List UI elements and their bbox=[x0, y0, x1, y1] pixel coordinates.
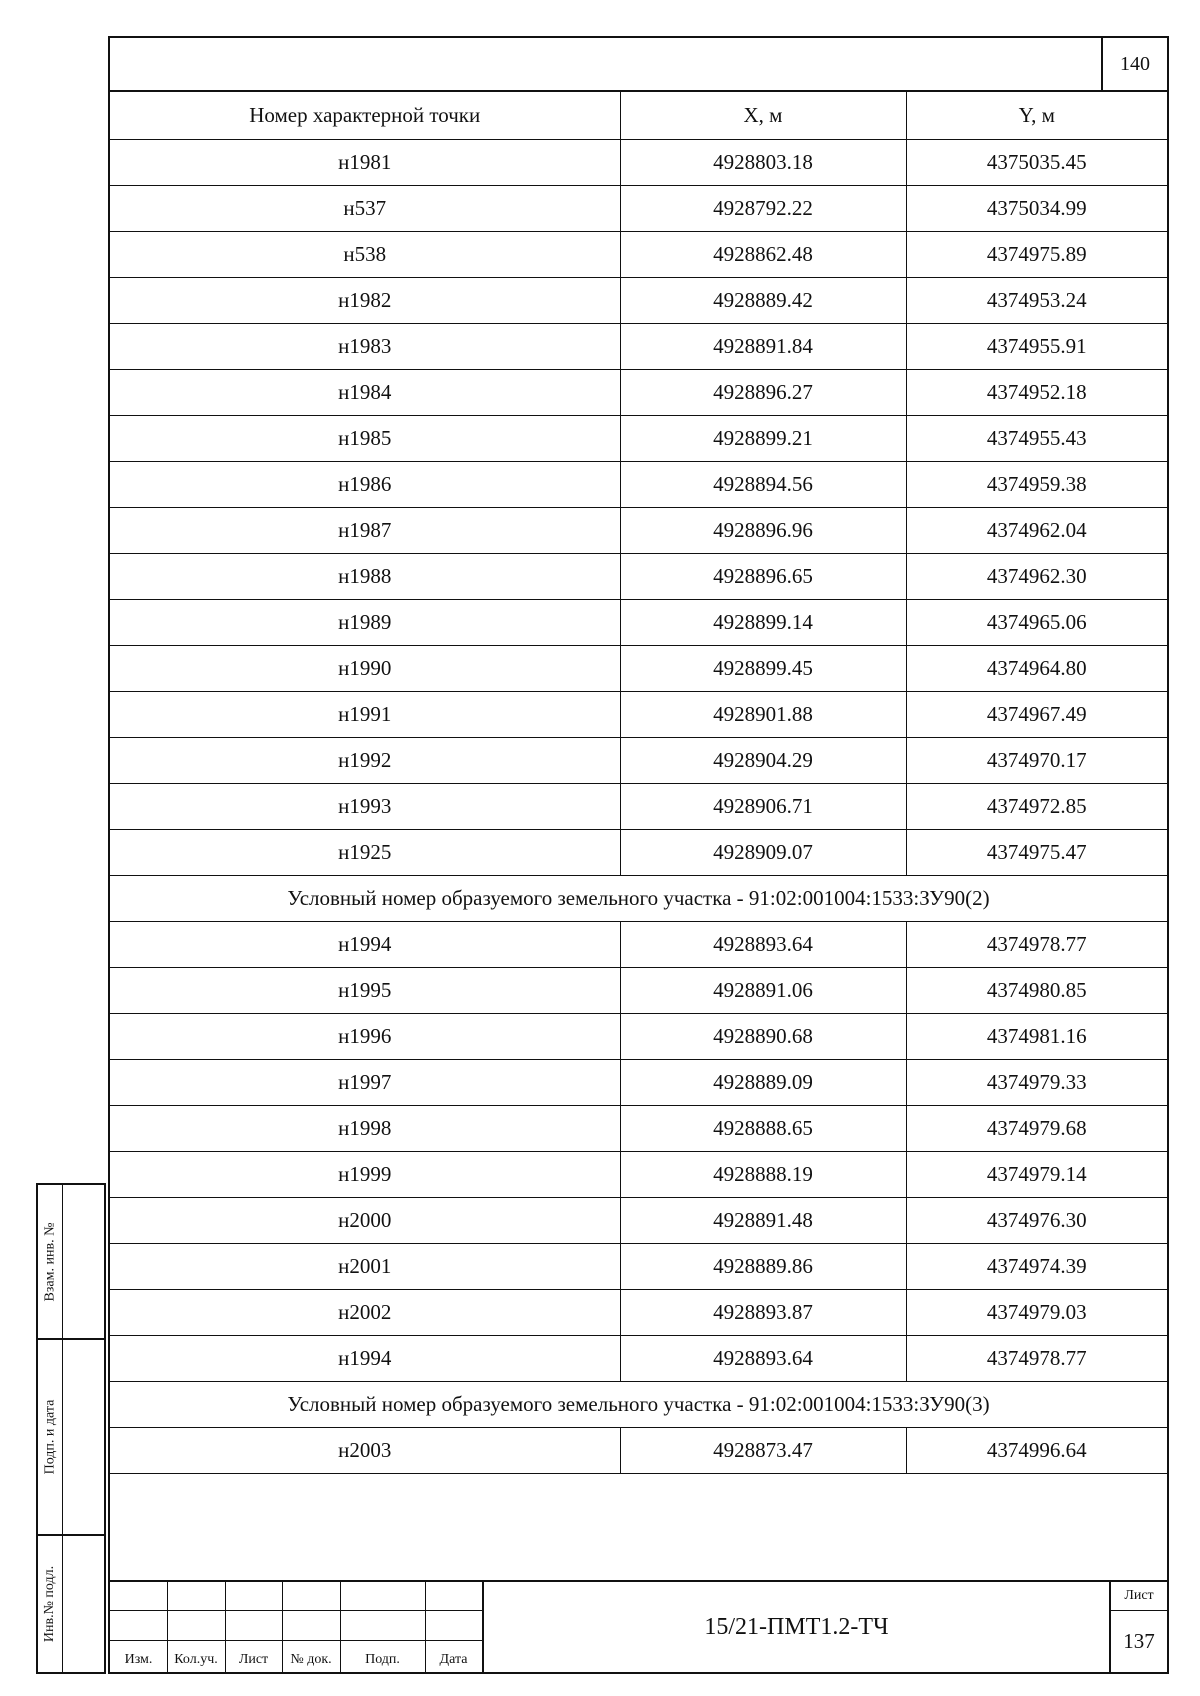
table-row bbox=[110, 645, 1167, 691]
point-id-cell: н2000 bbox=[110, 1197, 620, 1243]
x-cell: 4928909.07 bbox=[620, 829, 906, 875]
point-id-cell: н1986 bbox=[110, 461, 620, 507]
y-cell: 4374975.47 bbox=[906, 829, 1167, 875]
y-cell: 4374955.43 bbox=[906, 415, 1167, 461]
col-date: Дата bbox=[439, 1652, 468, 1667]
table-row bbox=[110, 1427, 1167, 1473]
point-id-cell: н1996 bbox=[110, 1013, 620, 1059]
x-cell: 4928901.88 bbox=[620, 691, 906, 737]
table-row bbox=[110, 783, 1167, 829]
page-number: 140 bbox=[1101, 38, 1167, 92]
table-row bbox=[110, 139, 1167, 185]
table-row bbox=[110, 1335, 1167, 1381]
document-code: 15/21-ПМТ1.2-ТЧ bbox=[704, 1613, 889, 1640]
point-id-cell: н1988 bbox=[110, 553, 620, 599]
side-stamp-vzam bbox=[36, 1183, 106, 1340]
y-cell: 4374974.39 bbox=[906, 1243, 1167, 1289]
point-id-cell: н1983 bbox=[110, 323, 620, 369]
x-cell: 4928899.21 bbox=[620, 415, 906, 461]
x-cell: 4928888.65 bbox=[620, 1105, 906, 1151]
point-id-cell: н1999 bbox=[110, 1151, 620, 1197]
y-cell: 4374979.14 bbox=[906, 1151, 1167, 1197]
side-inv-label: Инв.№ подл. bbox=[42, 1565, 57, 1643]
point-id-cell: н2001 bbox=[110, 1243, 620, 1289]
y-cell: 4374972.85 bbox=[906, 783, 1167, 829]
table-row bbox=[110, 599, 1167, 645]
section-title: Условный номер образуемого земельного участка - 91:02:001004:1533:ЗУ90(2) bbox=[110, 875, 1167, 921]
side-stamp-inv bbox=[36, 1534, 106, 1674]
x-cell: 4928891.48 bbox=[620, 1197, 906, 1243]
x-cell: 4928893.64 bbox=[620, 921, 906, 967]
header-x: X, м bbox=[620, 91, 906, 139]
table-row bbox=[110, 1197, 1167, 1243]
point-id-cell: н537 bbox=[110, 185, 620, 231]
point-id-cell: н1994 bbox=[110, 1335, 620, 1381]
y-cell: 4375034.99 bbox=[906, 185, 1167, 231]
side-podp-label: Подп. и дата bbox=[42, 1399, 58, 1475]
table-row bbox=[110, 369, 1167, 415]
table-row bbox=[110, 1243, 1167, 1289]
x-cell: 4928888.19 bbox=[620, 1151, 906, 1197]
section-title: Условный номер образуемого земельного участка - 91:02:001004:1533:ЗУ90(3) bbox=[110, 1381, 1167, 1427]
y-cell: 4374965.06 bbox=[906, 599, 1167, 645]
y-cell: 4374981.16 bbox=[906, 1013, 1167, 1059]
point-id-cell: н1990 bbox=[110, 645, 620, 691]
point-id-cell: н1981 bbox=[110, 139, 620, 185]
x-cell: 4928906.71 bbox=[620, 783, 906, 829]
table-row bbox=[110, 829, 1167, 875]
y-cell: 4374952.18 bbox=[906, 369, 1167, 415]
x-cell: 4928889.86 bbox=[620, 1243, 906, 1289]
x-cell: 4928891.84 bbox=[620, 323, 906, 369]
y-cell: 4374967.49 bbox=[906, 691, 1167, 737]
x-cell: 4928896.27 bbox=[620, 369, 906, 415]
x-cell: 4928889.09 bbox=[620, 1059, 906, 1105]
y-cell: 4374978.77 bbox=[906, 1335, 1167, 1381]
y-cell: 4374976.30 bbox=[906, 1197, 1167, 1243]
x-cell: 4928891.06 bbox=[620, 967, 906, 1013]
table-row bbox=[110, 921, 1167, 967]
title-block bbox=[110, 1580, 1167, 1672]
x-cell: 4928803.18 bbox=[620, 139, 906, 185]
table-row bbox=[110, 1059, 1167, 1105]
y-cell: 4374964.80 bbox=[906, 645, 1167, 691]
y-cell: 4374962.30 bbox=[906, 553, 1167, 599]
x-cell: 4928899.14 bbox=[620, 599, 906, 645]
y-cell: 4374979.03 bbox=[906, 1289, 1167, 1335]
point-id-cell: н1985 bbox=[110, 415, 620, 461]
y-cell: 4374955.91 bbox=[906, 323, 1167, 369]
sheet-label: Лист bbox=[1111, 1582, 1167, 1611]
point-id-cell: н2002 bbox=[110, 1289, 620, 1335]
x-cell: 4928873.47 bbox=[620, 1427, 906, 1473]
table-row bbox=[110, 185, 1167, 231]
y-cell: 4374953.24 bbox=[906, 277, 1167, 323]
table-row bbox=[110, 553, 1167, 599]
table-row bbox=[110, 231, 1167, 277]
point-id-cell: н1994 bbox=[110, 921, 620, 967]
x-cell: 4928904.29 bbox=[620, 737, 906, 783]
table-row bbox=[110, 323, 1167, 369]
side-stamp-podp bbox=[36, 1338, 106, 1536]
y-cell: 4374980.85 bbox=[906, 967, 1167, 1013]
point-id-cell: н1984 bbox=[110, 369, 620, 415]
revision-grid bbox=[110, 1582, 482, 1672]
x-cell: 4928893.87 bbox=[620, 1289, 906, 1335]
x-cell: 4928894.56 bbox=[620, 461, 906, 507]
col-kolvo: Кол.уч. bbox=[174, 1652, 218, 1667]
point-id-cell: н1982 bbox=[110, 277, 620, 323]
page-frame bbox=[108, 36, 1169, 1674]
side-vzam-label: Взам. инв. № bbox=[42, 1222, 57, 1301]
x-cell: 4928792.22 bbox=[620, 185, 906, 231]
col-izm: Изм. bbox=[124, 1652, 153, 1667]
point-id-cell: н2003 bbox=[110, 1427, 620, 1473]
x-cell: 4928890.68 bbox=[620, 1013, 906, 1059]
y-cell: 4375035.45 bbox=[906, 139, 1167, 185]
point-id-cell: н1925 bbox=[110, 829, 620, 875]
table-row bbox=[110, 1151, 1167, 1197]
y-cell: 4374962.04 bbox=[906, 507, 1167, 553]
y-cell: 4374978.77 bbox=[906, 921, 1167, 967]
y-cell: 4374979.68 bbox=[906, 1105, 1167, 1151]
table-row bbox=[110, 277, 1167, 323]
y-cell: 4374970.17 bbox=[906, 737, 1167, 783]
y-cell: 4374979.33 bbox=[906, 1059, 1167, 1105]
table-row bbox=[110, 737, 1167, 783]
table-row bbox=[110, 461, 1167, 507]
point-id-cell: н1993 bbox=[110, 783, 620, 829]
sheet-box bbox=[1109, 1582, 1167, 1672]
table-row bbox=[110, 691, 1167, 737]
table-row bbox=[110, 1013, 1167, 1059]
section-row bbox=[110, 1381, 1167, 1427]
point-id-cell: н1987 bbox=[110, 507, 620, 553]
table-row bbox=[110, 1105, 1167, 1151]
point-id-cell: н1997 bbox=[110, 1059, 620, 1105]
point-id-cell: н1992 bbox=[110, 737, 620, 783]
header-y: Y, м bbox=[906, 91, 1167, 139]
table-row bbox=[110, 507, 1167, 553]
col-doc: № док. bbox=[290, 1652, 332, 1667]
table-row bbox=[110, 967, 1167, 1013]
point-id-cell: н1989 bbox=[110, 599, 620, 645]
x-cell: 4928862.48 bbox=[620, 231, 906, 277]
point-id-cell: н1998 bbox=[110, 1105, 620, 1151]
y-cell: 4374959.38 bbox=[906, 461, 1167, 507]
col-podp: Подп. bbox=[365, 1652, 400, 1667]
y-cell: 4374996.64 bbox=[906, 1427, 1167, 1473]
x-cell: 4928896.96 bbox=[620, 507, 906, 553]
x-cell: 4928893.64 bbox=[620, 1335, 906, 1381]
point-id-cell: н538 bbox=[110, 231, 620, 277]
coordinates-table bbox=[110, 90, 1167, 1474]
y-cell: 4374975.89 bbox=[906, 231, 1167, 277]
x-cell: 4928889.42 bbox=[620, 277, 906, 323]
section-row bbox=[110, 875, 1167, 921]
table-header-row bbox=[110, 91, 1167, 139]
sheet-number: 137 bbox=[1123, 1628, 1155, 1653]
table-row bbox=[110, 1289, 1167, 1335]
header-point: Номер характерной точки bbox=[110, 91, 620, 139]
col-list: Лист bbox=[238, 1652, 269, 1667]
point-id-cell: н1995 bbox=[110, 967, 620, 1013]
x-cell: 4928899.45 bbox=[620, 645, 906, 691]
table-row bbox=[110, 415, 1167, 461]
x-cell: 4928896.65 bbox=[620, 553, 906, 599]
point-id-cell: н1991 bbox=[110, 691, 620, 737]
